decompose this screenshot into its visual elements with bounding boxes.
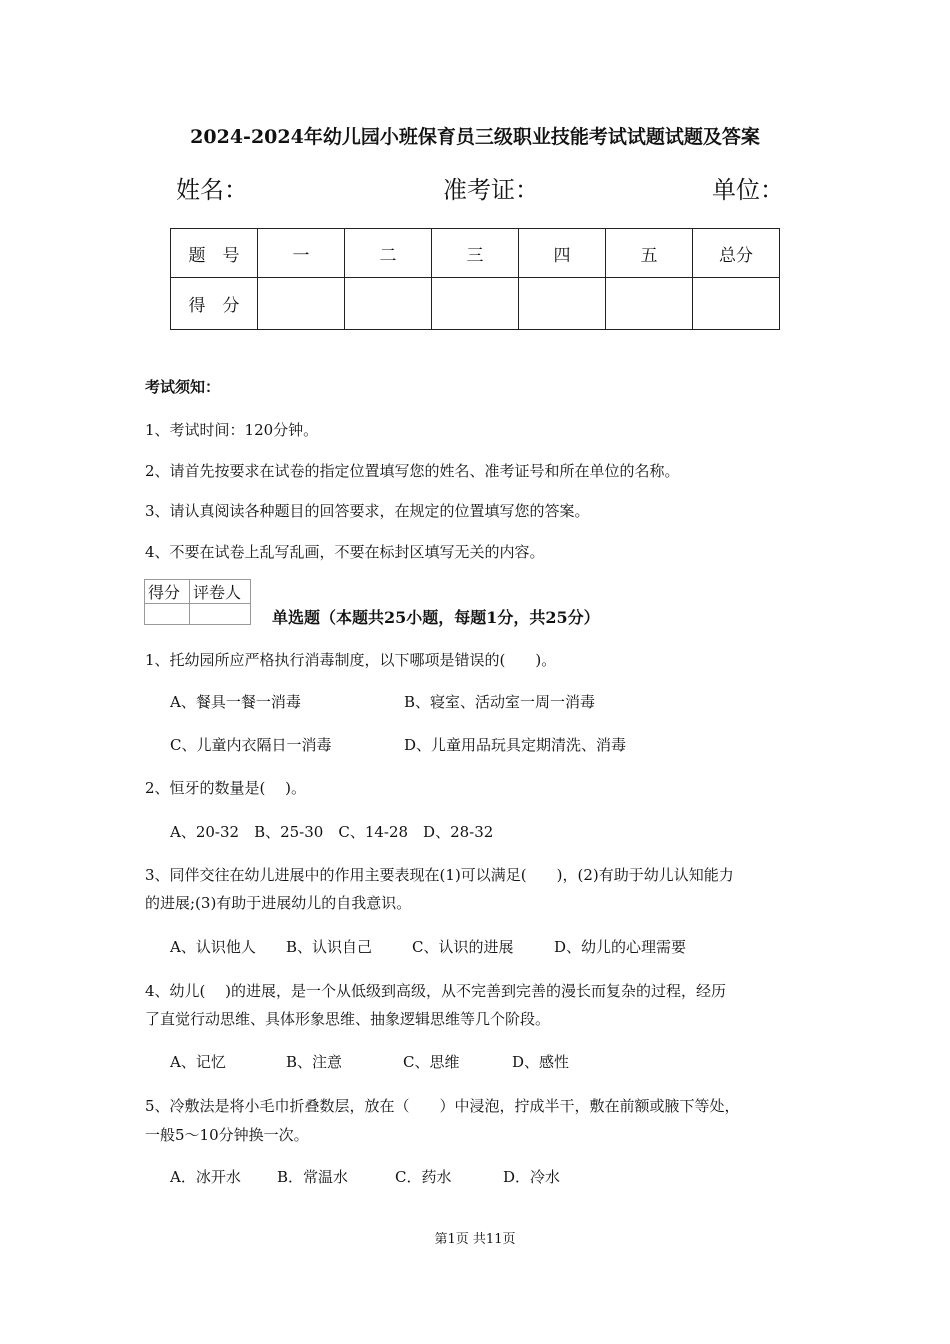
score-cell: [345, 278, 432, 330]
score-table-header-cell: 二: [345, 229, 432, 278]
question-option: B、寝室、活动室一周一消毒: [404, 693, 596, 711]
score-cell: [606, 278, 693, 330]
question-option: B、认识自己: [286, 938, 373, 956]
question-text: 5、冷敷法是将小毛巾折叠数层，放在（ ）中浸泡，拧成半干，敷在前额或腋下等处，: [145, 1097, 740, 1115]
question-option: B．常温水: [277, 1168, 349, 1186]
question-option: A、认识他人: [170, 938, 256, 956]
question-option: C、思维: [403, 1053, 460, 1071]
score-table-header-cell: 三: [432, 229, 519, 278]
notice-heading: 考试须知：: [145, 378, 221, 396]
question-option: B、注意: [286, 1053, 343, 1071]
question-option: D、感性: [512, 1053, 570, 1071]
grader-reviewer-cell: [190, 604, 251, 625]
grader-score-cell: [145, 604, 190, 625]
score-cell: [519, 278, 606, 330]
question-text-continued: 一般5～10分钟换一次。: [145, 1126, 309, 1144]
score-cell: [693, 278, 780, 330]
score-table-score-row: [171, 278, 780, 330]
page-footer: 第1页 共11页: [434, 1232, 516, 1247]
question-option: D、儿童用品玩具定期清洗、消毒: [404, 736, 627, 754]
question-option: C、儿童内衣隔日一消毒: [170, 736, 332, 754]
score-table-header-cell: 四: [519, 229, 606, 278]
question-text: 4、幼儿( )的进展，是一个从低级到高级，从不完善到完善的漫长而复杂的过程，经历: [145, 982, 727, 1000]
question-text-continued: 的进展;(3)有助于进展幼儿的自我意识。: [145, 894, 412, 912]
score-table-header-cell: 题 号: [171, 229, 258, 278]
grader-reviewer-label: 评卷人: [190, 580, 251, 604]
notice-item: 1、考试时间：120分钟。: [145, 421, 319, 439]
notice-item: 3、请认真阅读各种题目的回答要求，在规定的位置填写您的答案。: [145, 502, 590, 520]
question-options: A、20-32 B、25-30 C、14-28 D、28-32: [170, 823, 494, 841]
score-table-header-cell: 一: [258, 229, 345, 278]
score-table-header-row: [171, 229, 780, 278]
question-option: D、幼儿的心理需要: [554, 938, 687, 956]
question-option: A．冰开水: [170, 1168, 241, 1186]
score-table-header-cell: 五: [606, 229, 693, 278]
document-title: 2024-2024年幼儿园小班保育员三级职业技能考试试题试题及答案: [190, 126, 760, 148]
question-text: 3、同伴交往在幼儿进展中的作用主要表现在(1)可以满足( )，(2)有助于幼儿认知能力: [145, 866, 734, 884]
exam-number-field-label: 准考证：: [443, 176, 539, 204]
score-cell: [258, 278, 345, 330]
score-table: [170, 228, 780, 330]
question-option: C．药水: [395, 1168, 452, 1186]
notice-item: 4、不要在试卷上乱写乱画，不要在标封区填写无关的内容。: [145, 543, 545, 561]
name-field-label: 姓名：: [176, 176, 248, 204]
question-option: A、记忆: [170, 1053, 226, 1071]
unit-field-label: 单位：: [712, 176, 784, 204]
notice-item: 2、请首先按要求在试卷的指定位置填写您的姓名、准考证号和所在单位的名称。: [145, 462, 680, 480]
score-cell: [432, 278, 519, 330]
question-text: 2、恒牙的数量是( )。: [145, 779, 307, 797]
question-option: C、认识的进展: [412, 938, 514, 956]
score-row-label: 得 分: [171, 278, 258, 330]
grader-score-label: 得分: [145, 580, 190, 604]
score-table-header-cell: 总分: [693, 229, 780, 278]
question-option: D．冷水: [503, 1168, 561, 1186]
question-text: 1、托幼园所应严格执行消毒制度，以下哪项是错误的( )。: [145, 651, 557, 669]
section-title: 单选题（本题共25小题，每题1分，共25分）: [272, 608, 600, 627]
grader-box: [144, 579, 251, 625]
question-option: A、餐具一餐一消毒: [170, 693, 301, 711]
question-text-continued: 了直觉行动思维、具体形象思维、抽象逻辑思维等几个阶段。: [145, 1010, 551, 1028]
